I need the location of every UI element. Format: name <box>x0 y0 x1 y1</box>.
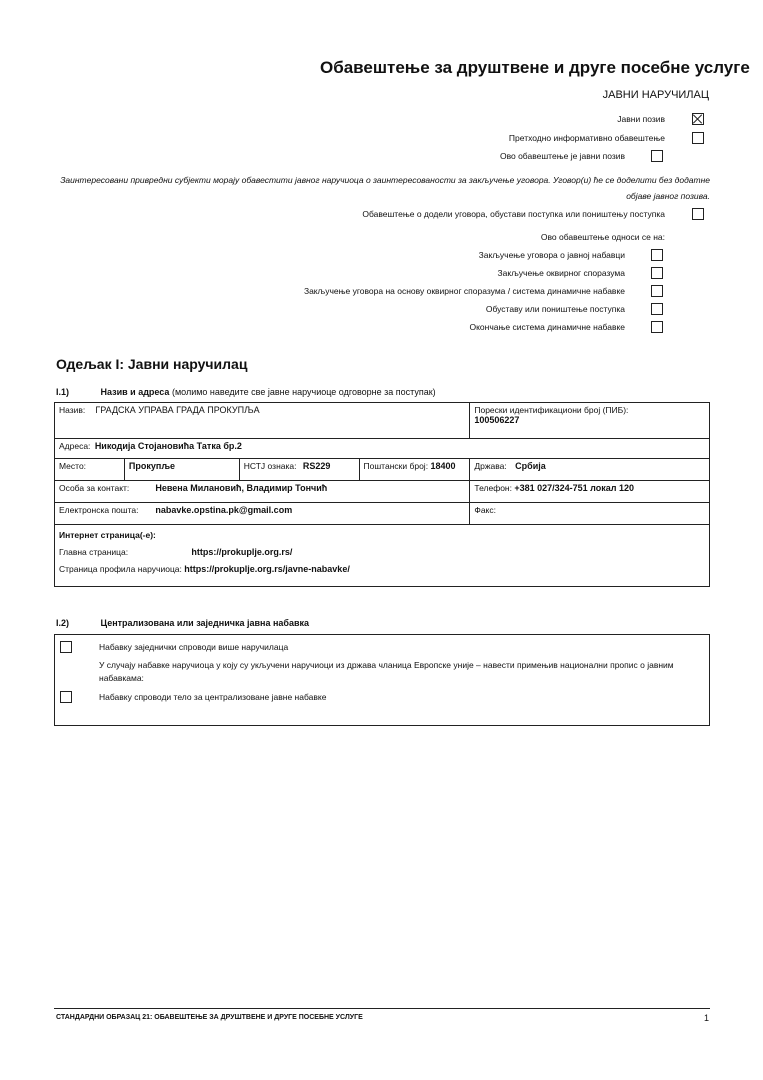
postal-label: Поштански број: <box>363 461 429 471</box>
contact-label: Особа за контакт: <box>59 483 130 493</box>
phone-label: Телефон: <box>474 483 512 493</box>
address-cell <box>55 439 710 459</box>
phone-cell <box>470 481 710 503</box>
phone-value: +381 027/324-751 локал 120 <box>514 483 635 493</box>
option-prior-info-label: Претходно информативно обавештење <box>508 133 665 143</box>
i1-heading-text: Назив и адреса <box>100 387 170 397</box>
relates-item-framework-label: Закључење оквирног споразума <box>497 268 625 278</box>
relates-item-dps-end-label: Окончање система динамичне набавке <box>469 322 625 332</box>
nuts-value: RS229 <box>302 461 331 471</box>
relates-item-framework-checkbox[interactable] <box>651 267 663 279</box>
footer-text: СТАНДАРДНИ ОБРАЗАЦ 21: ОБАВЕШТЕЊЕ ЗА ДРУШТВЕНЕ И ДРУГЕ ПОСЕБНЕ УСЛУГЕ <box>56 1014 363 1021</box>
footer-divider <box>54 1008 710 1009</box>
name-value: ГРАДСКА УПРАВА ГРАДА ПРОКУПЉА <box>95 405 260 415</box>
city-value-cell <box>124 459 239 481</box>
award-option-label: Обавештење о додели уговора, обустави поступка или поништењу поступка <box>362 209 665 219</box>
pib-cell <box>470 403 710 439</box>
email-label: Електронска пошта: <box>59 505 139 515</box>
homepage-label: Главна страница: <box>59 547 129 557</box>
relates-to-label: Ово обавештење односи се на: <box>540 232 665 242</box>
option-is-call-label: Ово обавештење је јавни позив <box>499 151 625 161</box>
postal-cell <box>359 459 470 481</box>
address-label: Адреса: <box>59 441 91 451</box>
document-title: Обавештење за друштвене и друге посебне услуге <box>320 58 750 77</box>
email-cell <box>55 503 470 525</box>
joint-procurement-label: Набавку заједнички спроводи више наручилаца <box>99 642 289 652</box>
option-public-call-label: Јавни позив <box>617 114 665 124</box>
i2-heading-text: Централизована или заједничка јавна набавка <box>100 618 310 628</box>
interest-note: Заинтересовани привредни субјекти морају обавестити јавног наручиоца о заинтересованости за закључење уговора. Уговор(и) ће се доделити без додатне објаве јавног позива. <box>60 175 710 201</box>
award-option-checkbox[interactable] <box>692 208 704 220</box>
document-subtitle: ЈАВНИ НАРУЧИЛАЦ <box>602 89 709 101</box>
pib-label: Порески идентификациони број (ПИБ): <box>474 405 629 415</box>
relates-item-suspension-label: Обуставу или поништење поступка <box>485 304 625 314</box>
contact-value: Невена Милановић, Владимир Тончић <box>155 483 328 493</box>
option-public-call-checkbox[interactable] <box>692 113 704 125</box>
city-label: Место: <box>59 461 87 471</box>
contracting-authority-table <box>54 402 710 587</box>
homepage-value: https://prokuplje.org.rs/ <box>191 547 293 557</box>
email-value: nabavke.opstina.pk@gmail.com <box>155 505 293 515</box>
i1-heading <box>56 387 436 397</box>
name-label: Назив: <box>59 405 86 415</box>
joint-procurement-checkbox[interactable] <box>60 641 72 653</box>
fax-label: Факс: <box>474 505 496 515</box>
page-number: 1 <box>703 1013 709 1023</box>
central-body-label: Набавку спроводи тело за централизоване јавне набавке <box>99 692 327 702</box>
city-label-cell <box>55 459 125 481</box>
i1-number: I.1) <box>56 387 70 397</box>
nuts-label: НСТЈ ознака: <box>243 461 297 471</box>
option-is-call-checkbox[interactable] <box>651 150 663 162</box>
country-value: Србија <box>515 461 546 471</box>
name-cell <box>55 403 470 439</box>
relates-item-suspension-checkbox[interactable] <box>651 303 663 315</box>
centralized-procurement-box <box>54 634 710 726</box>
relates-item-dps-end-checkbox[interactable] <box>651 321 663 333</box>
postal-value: 18400 <box>430 461 456 471</box>
relates-item-based-on-framework-label: Закључење уговора на основу оквирног споразума / система динамичне набавке <box>303 286 625 296</box>
section-1-title: Одељак I: Јавни наручилац <box>56 356 248 372</box>
internet-label: Интернет страница(-е): <box>59 530 156 540</box>
option-prior-info-checkbox[interactable] <box>692 132 704 144</box>
country-cell <box>470 459 710 481</box>
nuts-cell <box>239 459 359 481</box>
relates-item-contract-label: Закључење уговора о јавној набавци <box>478 250 625 260</box>
i2-heading <box>56 618 309 628</box>
profile-value: https://prokuplje.org.rs/javne-nabavke/ <box>184 564 350 574</box>
internet-cell <box>55 525 710 587</box>
i2-number: I.2) <box>56 618 70 628</box>
eu-national-law-text: У случају набавке наручиоца у коју су укључени наручиоци из држава чланица Европске уније – навести примењив национални пропис о јавним набавкама: <box>99 660 674 683</box>
country-label: Држава: <box>474 461 507 471</box>
central-body-checkbox[interactable] <box>60 691 72 703</box>
i1-heading-note: (молимо наведите све јавне наручиоце одговорне за поступак) <box>171 387 436 397</box>
city-value: Прокупље <box>128 461 176 471</box>
fax-cell <box>470 503 710 525</box>
relates-item-based-on-framework-checkbox[interactable] <box>651 285 663 297</box>
relates-item-contract-checkbox[interactable] <box>651 249 663 261</box>
contact-cell <box>55 481 470 503</box>
address-value: Никодија Стојановића Татка бр.2 <box>94 441 242 451</box>
profile-label: Страница профила наручиоца: <box>59 564 182 574</box>
pib-value: 100506227 <box>474 415 520 425</box>
